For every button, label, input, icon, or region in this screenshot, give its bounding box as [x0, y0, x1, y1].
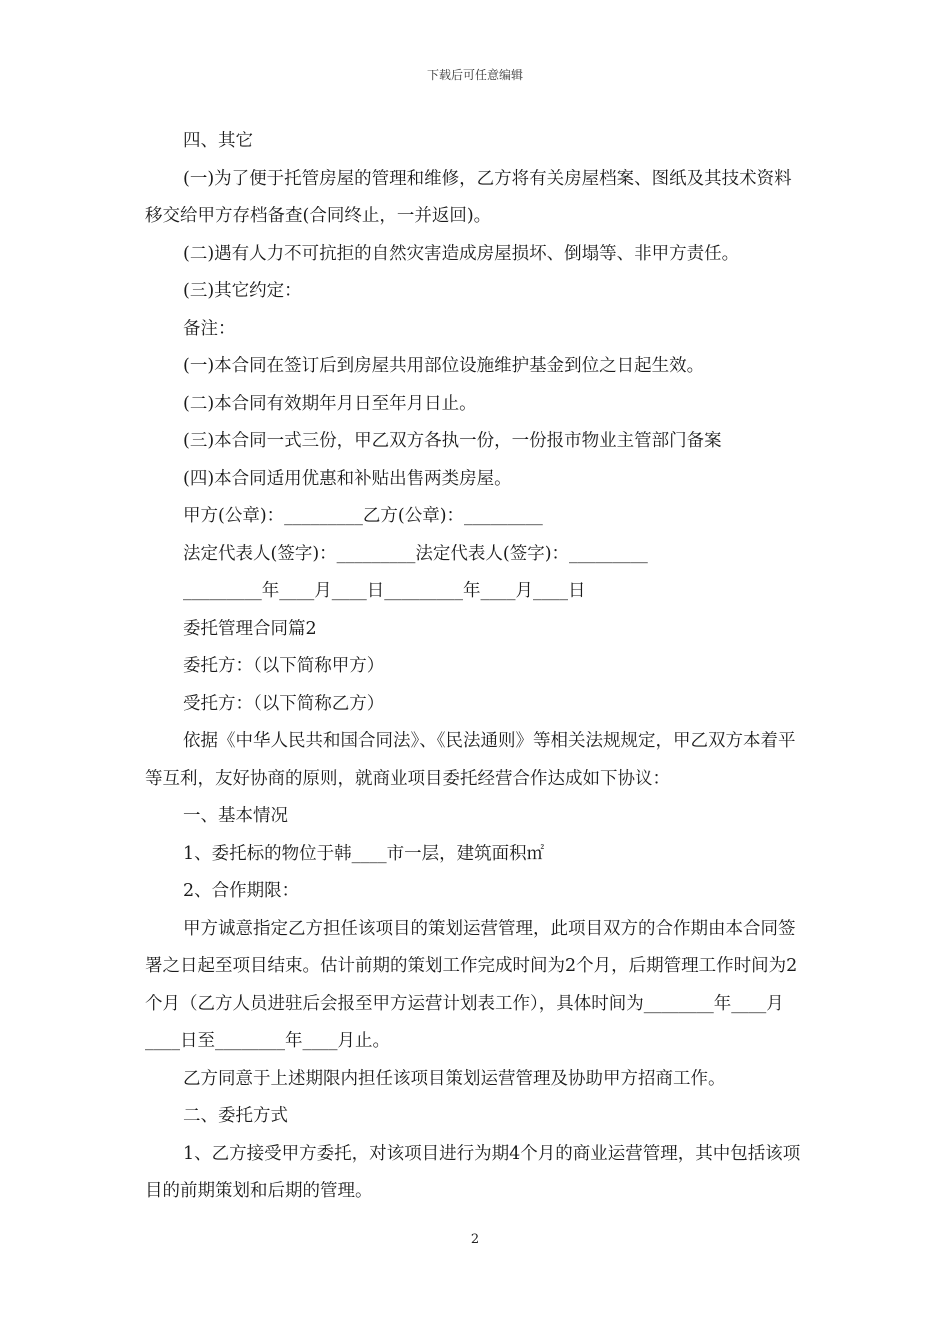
paragraph: (一)本合同在签订后到房屋共用部位设施维护基金到位之日起生效。 — [183, 356, 705, 376]
page-number: 2 — [470, 1232, 480, 1247]
contract-title: 委托管理合同篇2 — [183, 618, 317, 639]
page-header-note: 下载后可任意编辑 — [426, 68, 523, 82]
paragraph: (三)其它约定： — [183, 281, 302, 301]
section-heading-other: 四、其它 — [183, 131, 253, 151]
section-heading-method: 二、委托方式 — [183, 1106, 288, 1126]
signature-line-date: _________年____月____日_________年____月____日 — [183, 581, 586, 601]
paragraph: 1、乙方接受甲方委托，对该项目进行为期4个月的商业运营管理，其中包括该项目的前期策划和后期的管理。 — [145, 1143, 801, 1201]
paragraph: 1、委托标的物位于韩____市一层，建筑面积㎡ — [183, 843, 545, 864]
paragraph: (二)遇有人力不可抗拒的自然灾害造成房屋损坏、倒塌等、非甲方责任。 — [183, 243, 740, 264]
paragraph: 备注： — [183, 318, 236, 339]
paragraph: (三)本合同一式三份，甲乙双方各执一份，一份报市物业主管部门备案 — [183, 431, 722, 451]
paragraph: 乙方同意于上述期限内担任该项目策划运营管理及协助甲方招商工作。 — [183, 1068, 726, 1089]
paragraph: (二)本合同有效期年月日至年月日止。 — [183, 393, 477, 414]
document-body — [145, 123, 809, 1211]
signature-line-seal: 甲方(公章)：_________乙方(公章)：_________ — [183, 506, 543, 526]
party-b-line: 受托方：（以下简称乙方） — [183, 693, 385, 714]
party-a-line: 委托方：（以下简称甲方） — [183, 656, 385, 676]
section-heading-basic: 一、基本情况 — [183, 806, 288, 826]
paragraph: (一)为了便于托管房屋的管理和维修，乙方将有关房屋档案、图纸及其技术资料移交给甲方存档备查(合同终止，一并返回)。 — [145, 168, 792, 226]
paragraph: 甲方诚意指定乙方担任该项目的策划运营管理，此项目双方的合作期由本合同签署之日起至项目结束。估计前期的策划工作完成时间为2个月，后期管理工作时间为2个月（乙方人员进驻后会报至甲方运营计划表工作），具体时间为________年____月____日至________年____月止。 — [145, 918, 798, 1051]
paragraph: 依据《中华人民共和国合同法》、《民法通则》等相关法规规定，甲乙双方本着平等互利，友好协商的原则，就商业项目委托经营合作达成如下协议： — [145, 731, 796, 789]
signature-line-representative: 法定代表人(签字)：_________法定代表人(签字)：_________ — [183, 543, 648, 564]
paragraph: (四)本合同适用优惠和补贴出售两类房屋。 — [183, 468, 512, 489]
paragraph: 2、合作期限： — [183, 881, 300, 901]
